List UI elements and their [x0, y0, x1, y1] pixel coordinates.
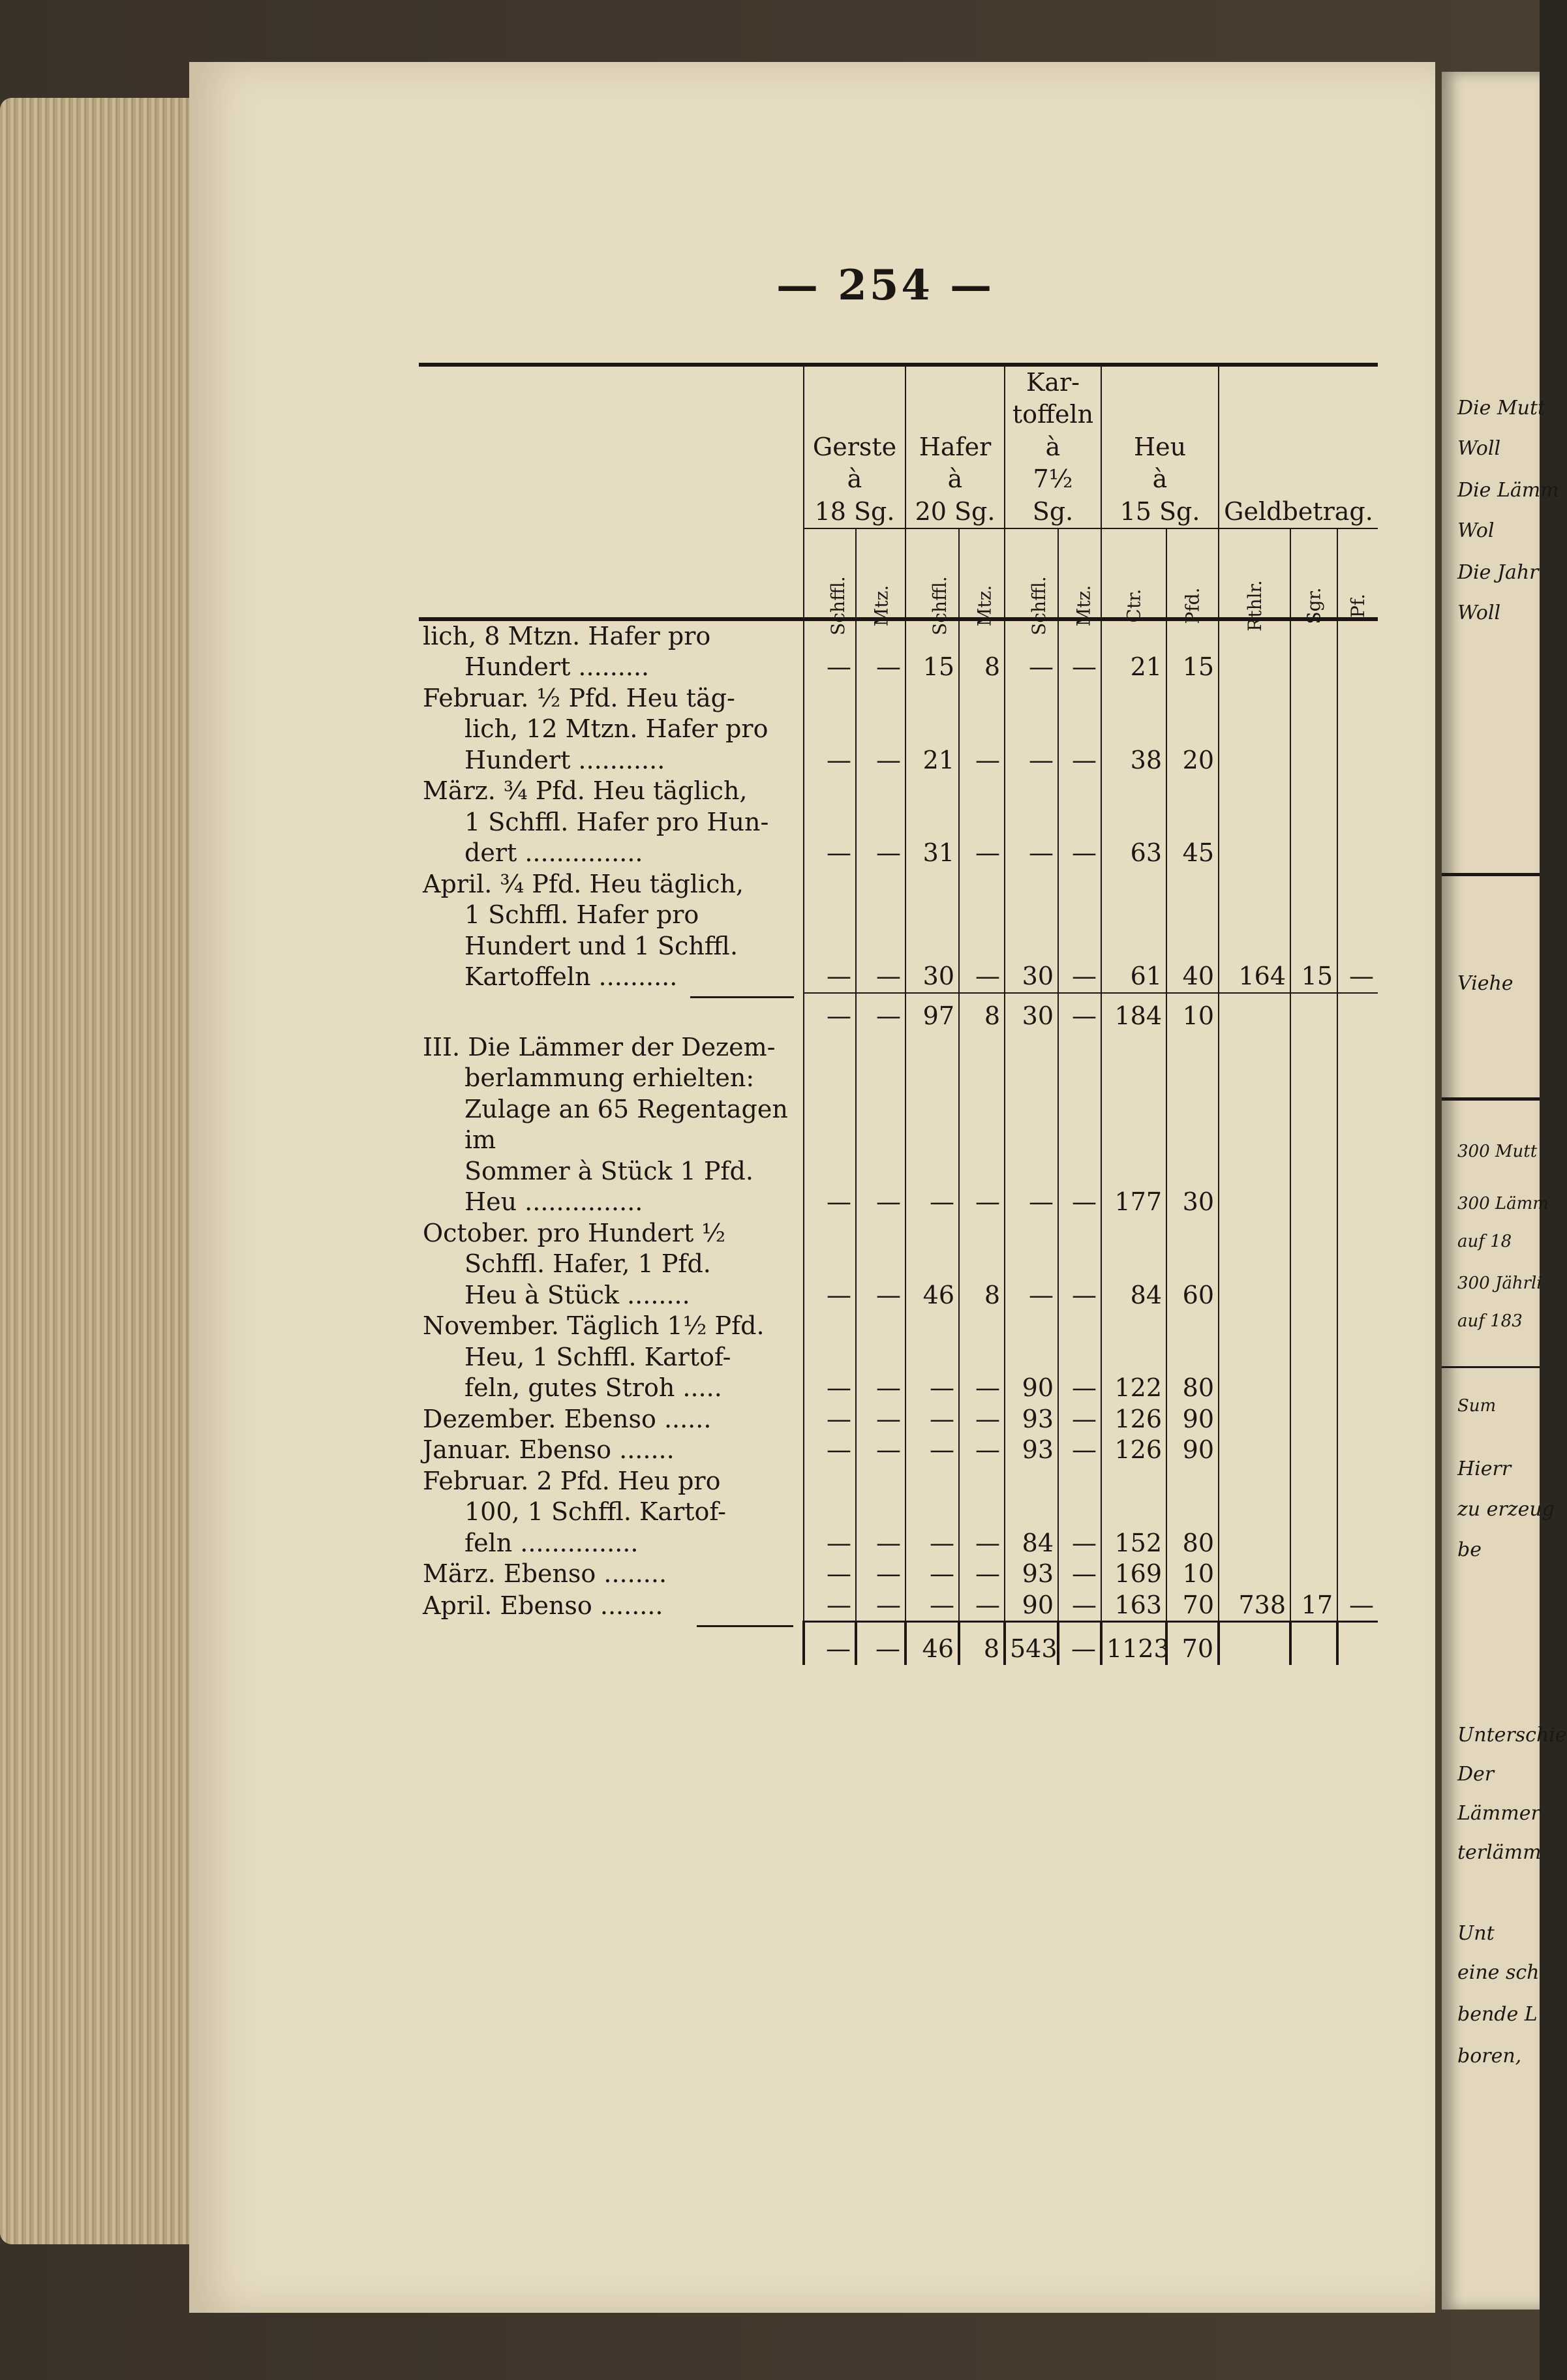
value-cell: [1290, 1466, 1337, 1559]
next-page-fragment: Sum: [1457, 1396, 1497, 1416]
value-cell: —: [804, 683, 856, 776]
value-cell: —: [804, 1590, 856, 1622]
value-cell: —: [959, 776, 1005, 869]
value-cell: [1290, 619, 1337, 683]
value-cell: 80: [1166, 1311, 1219, 1404]
value-cell: 10: [1166, 993, 1219, 1032]
next-page-rule: [1442, 873, 1540, 876]
value-cell: —: [1005, 683, 1058, 776]
value-cell: 15: [1166, 619, 1219, 683]
description-line: Kartoffeln ..........: [464, 962, 678, 992]
next-page-rule: [1442, 1366, 1540, 1368]
value-cell: 30: [1005, 869, 1058, 993]
value-cell: 90: [1166, 1404, 1219, 1435]
value-cell: 30: [1005, 993, 1058, 1032]
value-cell: —: [959, 1466, 1005, 1559]
description-line: feln ...............: [464, 1528, 639, 1557]
table-row: [419, 776, 1378, 869]
value-cell: —: [804, 993, 856, 1032]
value-cell: [1219, 1435, 1290, 1466]
value-cell: —: [1058, 1218, 1101, 1311]
description-line: Heu, 1 Schffl. Kartof-: [464, 1342, 731, 1371]
next-page-edge: [1442, 72, 1567, 2310]
next-page-fragment: Die Jahr: [1457, 561, 1539, 584]
value-cell: —: [1058, 1311, 1101, 1404]
next-page-fragment: zu erzeug: [1457, 1498, 1555, 1521]
page-block-edge: [0, 98, 196, 2244]
value-cell: 31: [905, 776, 959, 869]
next-page-fragment: be: [1457, 1538, 1482, 1561]
next-page-fragment: Die Mutt: [1457, 397, 1546, 420]
description-line: Schffl. Hafer, 1 Pfd.: [464, 1249, 711, 1279]
value-cell: 8: [959, 1622, 1005, 1665]
value-cell: [1219, 776, 1290, 869]
table-row: [419, 1559, 1378, 1590]
value-cell: [1290, 1404, 1337, 1435]
value-cell: 46: [905, 1218, 959, 1311]
value-cell: 93: [1005, 1435, 1058, 1466]
value-cell: [1337, 1622, 1378, 1665]
row-description: [419, 1311, 804, 1404]
value-cell: —: [1005, 776, 1058, 869]
row-description: [419, 1404, 804, 1435]
value-cell: —: [804, 1404, 856, 1435]
value-cell: [1219, 1218, 1290, 1311]
unit-label: Mtz.: [959, 528, 1005, 619]
col-group-sep: à: [847, 465, 862, 494]
col-group-hafer: [905, 365, 1005, 528]
col-group-heu: [1101, 365, 1219, 528]
value-cell: —: [1337, 869, 1378, 993]
value-cell: [1337, 1218, 1378, 1311]
value-cell: —: [1058, 1435, 1101, 1466]
next-page-fragment: Woll: [1457, 602, 1501, 624]
description-line: 100, 1 Schffl. Kartof-: [464, 1497, 726, 1527]
col-group-name: Geldbetrag.: [1224, 496, 1373, 526]
table-row: [419, 1466, 1378, 1559]
row-description: [419, 1218, 804, 1311]
next-page-fragment: bende L: [1457, 2003, 1538, 2026]
value-cell: 90: [1005, 1311, 1058, 1404]
value-cell: —: [804, 1032, 856, 1218]
row-description: [419, 869, 804, 993]
value-cell: —: [856, 776, 905, 869]
value-cell: 169: [1101, 1559, 1166, 1590]
value-cell: [1219, 683, 1290, 776]
value-cell: [1290, 1559, 1337, 1590]
value-cell: —: [804, 1311, 856, 1404]
value-cell: —: [856, 619, 905, 683]
value-cell: [1219, 1311, 1290, 1404]
value-cell: —: [804, 1466, 856, 1559]
value-cell: 30: [1166, 1032, 1219, 1218]
value-cell: —: [1058, 683, 1101, 776]
unit-label: Schffl.: [804, 528, 856, 619]
value-cell: —: [1058, 1559, 1101, 1590]
value-cell: 164: [1219, 869, 1290, 993]
value-cell: 21: [1101, 619, 1166, 683]
value-cell: —: [1058, 1404, 1101, 1435]
value-cell: [1337, 1032, 1378, 1218]
description-line: Dezember. Ebenso ......: [423, 1404, 712, 1433]
value-cell: —: [856, 993, 905, 1032]
value-cell: 40: [1166, 869, 1219, 993]
value-cell: 543: [1005, 1622, 1058, 1665]
unit-label: Rthlr.: [1219, 528, 1290, 619]
value-cell: 177: [1101, 1032, 1166, 1218]
value-cell: —: [856, 1435, 905, 1466]
value-cell: —: [905, 1435, 959, 1466]
table-row: [419, 683, 1378, 776]
value-cell: 38: [1101, 683, 1166, 776]
row-description: [419, 1032, 804, 1218]
row-description: [419, 1435, 804, 1466]
description-line: lich, 12 Mtzn. Hafer pro: [464, 714, 768, 744]
next-page-fragment: boren,: [1457, 2045, 1522, 2067]
row-description: [419, 683, 804, 776]
value-cell: —: [959, 1590, 1005, 1622]
value-cell: —: [804, 619, 856, 683]
value-cell: [1290, 1032, 1337, 1218]
value-cell: [1290, 683, 1337, 776]
description-line: berlammung erhielten:: [464, 1063, 755, 1093]
col-group-price: 20 Sg.: [915, 496, 996, 526]
table-row: [419, 1590, 1378, 1622]
next-page-fragment: Lämmer: [1457, 1802, 1540, 1825]
value-cell: [1219, 1559, 1290, 1590]
value-cell: 93: [1005, 1404, 1058, 1435]
value-cell: 15: [1290, 869, 1337, 993]
value-cell: 93: [1005, 1559, 1058, 1590]
value-cell: 122: [1101, 1311, 1166, 1404]
value-cell: [1337, 683, 1378, 776]
row-description: [419, 1559, 804, 1590]
value-cell: 1123: [1101, 1622, 1166, 1665]
description-line: feln, gutes Stroh .....: [464, 1373, 722, 1403]
value-cell: [1337, 1311, 1378, 1404]
value-cell: 8: [959, 993, 1005, 1032]
next-page-fragment: Wol: [1457, 519, 1495, 542]
header-blank: [419, 365, 804, 619]
value-cell: [1219, 993, 1290, 1032]
row-description: [419, 776, 804, 869]
header-row-groups: [419, 365, 1378, 528]
unit-label: Sgr.: [1290, 528, 1337, 619]
value-cell: 97: [905, 993, 959, 1032]
value-cell: 84: [1005, 1466, 1058, 1559]
table-row: [419, 1404, 1378, 1435]
value-cell: —: [804, 1435, 856, 1466]
value-cell: 61: [1101, 869, 1166, 993]
value-cell: [1219, 1622, 1290, 1665]
value-cell: [1337, 993, 1378, 1032]
table-row: [419, 869, 1378, 993]
next-page-fragment: Unt: [1457, 1922, 1495, 1945]
value-cell: —: [905, 1466, 959, 1559]
table-row: [419, 1435, 1378, 1466]
description-line: 1 Schffl. Hafer pro Hun-: [464, 807, 769, 836]
next-page-fragment: Viehe: [1457, 972, 1514, 995]
value-cell: [1337, 619, 1378, 683]
unit-label: Pfd.: [1166, 528, 1219, 619]
value-cell: [1290, 1435, 1337, 1466]
next-page-fragment: Der: [1457, 1763, 1495, 1786]
next-page-fragment: Unterschie: [1457, 1724, 1567, 1747]
total-rule: [697, 1625, 793, 1665]
next-page-fragment: 300 Mutt: [1457, 1142, 1538, 1161]
value-cell: [1337, 1435, 1378, 1466]
value-cell: 8: [959, 619, 1005, 683]
description-line: April. Ebenso ........: [423, 1591, 663, 1621]
col-group-name: Kar-toffeln: [1012, 368, 1094, 429]
value-cell: —: [959, 1559, 1005, 1590]
value-cell: 84: [1101, 1218, 1166, 1311]
table-row: [419, 1218, 1378, 1311]
description-line: Hundert und 1 Schffl.: [464, 931, 738, 960]
value-cell: —: [905, 1590, 959, 1622]
col-group-price: 7½ Sg.: [1032, 465, 1074, 526]
value-cell: —: [1337, 1590, 1378, 1622]
value-cell: —: [1058, 776, 1101, 869]
value-cell: —: [856, 1590, 905, 1622]
description-line: März. Ebenso ........: [423, 1559, 667, 1589]
value-cell: [1290, 776, 1337, 869]
value-cell: 20: [1166, 683, 1219, 776]
value-cell: —: [1005, 1032, 1058, 1218]
subtotal-label: [419, 993, 804, 1032]
next-page-fragment: 300 Lämm: [1457, 1194, 1549, 1213]
value-cell: 70: [1166, 1622, 1219, 1665]
value-cell: [1290, 1218, 1337, 1311]
value-cell: —: [959, 683, 1005, 776]
description-line: 1 Schffl. Hafer pro: [464, 900, 699, 930]
ledger-table: [419, 363, 1378, 1665]
value-cell: 126: [1101, 1435, 1166, 1466]
description-line: Zulage an 65 Regentagen im: [464, 1094, 788, 1155]
description-line: October. pro Hundert ½: [423, 1218, 726, 1247]
next-page-fragment: Die Lämm: [1457, 479, 1559, 502]
value-cell: [1337, 1466, 1378, 1559]
unit-label: Mtz.: [1058, 528, 1101, 619]
value-cell: —: [905, 1404, 959, 1435]
next-page-rule: [1442, 1097, 1540, 1101]
subtotal-row: [419, 993, 1378, 1032]
col-group-name: Gerste: [812, 432, 897, 461]
value-cell: —: [856, 869, 905, 993]
value-cell: —: [959, 1404, 1005, 1435]
description-line: November. Täglich 1½ Pfd.: [423, 1311, 765, 1341]
next-page-fragment: auf 183: [1457, 1311, 1523, 1331]
value-cell: —: [905, 1559, 959, 1590]
value-cell: 60: [1166, 1218, 1219, 1311]
value-cell: 10: [1166, 1559, 1219, 1590]
col-group-name: Heu: [1133, 432, 1187, 461]
value-cell: [1219, 1466, 1290, 1559]
value-cell: —: [1058, 619, 1101, 683]
unit-label: Schffl.: [905, 528, 959, 619]
col-group-price: 18 Sg.: [814, 496, 895, 526]
page-number: — 254 —: [776, 261, 995, 310]
total-row: [419, 1622, 1378, 1665]
value-cell: —: [804, 1218, 856, 1311]
description-line: Januar. Ebenso .......: [423, 1435, 675, 1465]
value-cell: 152: [1101, 1466, 1166, 1559]
value-cell: —: [856, 1218, 905, 1311]
description-line: Februar. 2 Pfd. Heu pro: [423, 1466, 721, 1495]
value-cell: —: [856, 683, 905, 776]
col-group-sep: à: [1045, 432, 1061, 461]
value-cell: —: [856, 1466, 905, 1559]
row-description: [419, 1590, 804, 1622]
value-cell: [1337, 776, 1378, 869]
unit-label: Schffl.: [1005, 528, 1058, 619]
description-line: April. ¾ Pfd. Heu täglich,: [423, 869, 744, 898]
value-cell: —: [1058, 1622, 1101, 1665]
value-cell: —: [804, 1622, 856, 1665]
next-page-fragment: Hierr: [1457, 1457, 1512, 1480]
value-cell: —: [1058, 1466, 1101, 1559]
value-cell: —: [1005, 619, 1058, 683]
subtotal-rule: [690, 996, 794, 1032]
value-cell: —: [804, 869, 856, 993]
value-cell: 738: [1219, 1590, 1290, 1622]
unit-label: Pf.: [1337, 528, 1378, 619]
next-page-fragment: terlämm: [1457, 1841, 1542, 1864]
value-cell: 15: [905, 619, 959, 683]
value-cell: —: [959, 1032, 1005, 1218]
value-cell: [1337, 1559, 1378, 1590]
unit-label: Ctr.: [1101, 528, 1166, 619]
value-cell: 8: [959, 1218, 1005, 1311]
value-cell: —: [1058, 1590, 1101, 1622]
col-group-geldbetrag: [1219, 365, 1378, 528]
value-cell: —: [804, 1559, 856, 1590]
value-cell: —: [959, 1311, 1005, 1404]
value-cell: —: [905, 1032, 959, 1218]
value-cell: 163: [1101, 1590, 1166, 1622]
value-cell: —: [856, 1622, 905, 1665]
value-cell: 70: [1166, 1590, 1219, 1622]
next-page-fragment: auf 18: [1457, 1232, 1512, 1251]
next-page-fragment: Woll: [1457, 437, 1501, 460]
value-cell: [1219, 1404, 1290, 1435]
value-cell: —: [856, 1559, 905, 1590]
total-label: [419, 1622, 804, 1665]
col-group-name: Hafer: [919, 432, 992, 461]
value-cell: —: [856, 1032, 905, 1218]
col-group-gerste: [804, 365, 905, 528]
value-cell: 126: [1101, 1404, 1166, 1435]
description-line: Hundert ...........: [464, 745, 665, 774]
col-group-price: 15 Sg.: [1119, 496, 1200, 526]
description-line: Februar. ½ Pfd. Heu täg-: [423, 683, 735, 712]
description-line: Sommer à Stück 1 Pfd.: [464, 1156, 753, 1185]
value-cell: [1290, 993, 1337, 1032]
next-page-fragment: eine sch: [1457, 1961, 1540, 1984]
value-cell: [1290, 1622, 1337, 1665]
value-cell: —: [959, 869, 1005, 993]
description-line: Heu ...............: [464, 1187, 643, 1217]
col-group-sep: à: [947, 465, 963, 494]
description-line: Heu à Stück ........: [464, 1280, 690, 1309]
value-cell: —: [1005, 1218, 1058, 1311]
value-cell: —: [1058, 869, 1101, 993]
value-cell: [1337, 1404, 1378, 1435]
col-group-sep: à: [1152, 465, 1168, 494]
col-group-kartoffeln: [1005, 365, 1101, 528]
value-cell: 17: [1290, 1590, 1337, 1622]
value-cell: [1290, 1311, 1337, 1404]
value-cell: 21: [905, 683, 959, 776]
value-cell: 90: [1166, 1435, 1219, 1466]
value-cell: 46: [905, 1622, 959, 1665]
value-cell: —: [804, 776, 856, 869]
value-cell: —: [1058, 993, 1101, 1032]
description-line: dert ...............: [464, 838, 643, 868]
table-row: [419, 1311, 1378, 1404]
value-cell: 45: [1166, 776, 1219, 869]
row-description: [419, 619, 804, 683]
value-cell: [1219, 1032, 1290, 1218]
description-line: III. Die Lämmer der Dezem-: [423, 1032, 776, 1061]
table-row: [419, 619, 1378, 683]
description-line: Hundert .........: [464, 652, 650, 682]
value-cell: 30: [905, 869, 959, 993]
value-cell: —: [959, 1435, 1005, 1466]
value-cell: —: [905, 1311, 959, 1404]
unit-label: Mtz.: [856, 528, 905, 619]
table-row: [419, 1032, 1378, 1218]
next-page-fragment: 300 Jährli: [1457, 1274, 1542, 1293]
value-cell: —: [1058, 1032, 1101, 1218]
value-cell: 184: [1101, 993, 1166, 1032]
row-description: [419, 1466, 804, 1559]
description-line: März. ¾ Pfd. Heu täglich,: [423, 776, 748, 806]
description-line: lich, 8 Mtzn. Hafer pro: [423, 621, 711, 650]
value-cell: 90: [1005, 1590, 1058, 1622]
value-cell: —: [856, 1404, 905, 1435]
value-cell: 80: [1166, 1466, 1219, 1559]
value-cell: 63: [1101, 776, 1166, 869]
value-cell: —: [856, 1311, 905, 1404]
